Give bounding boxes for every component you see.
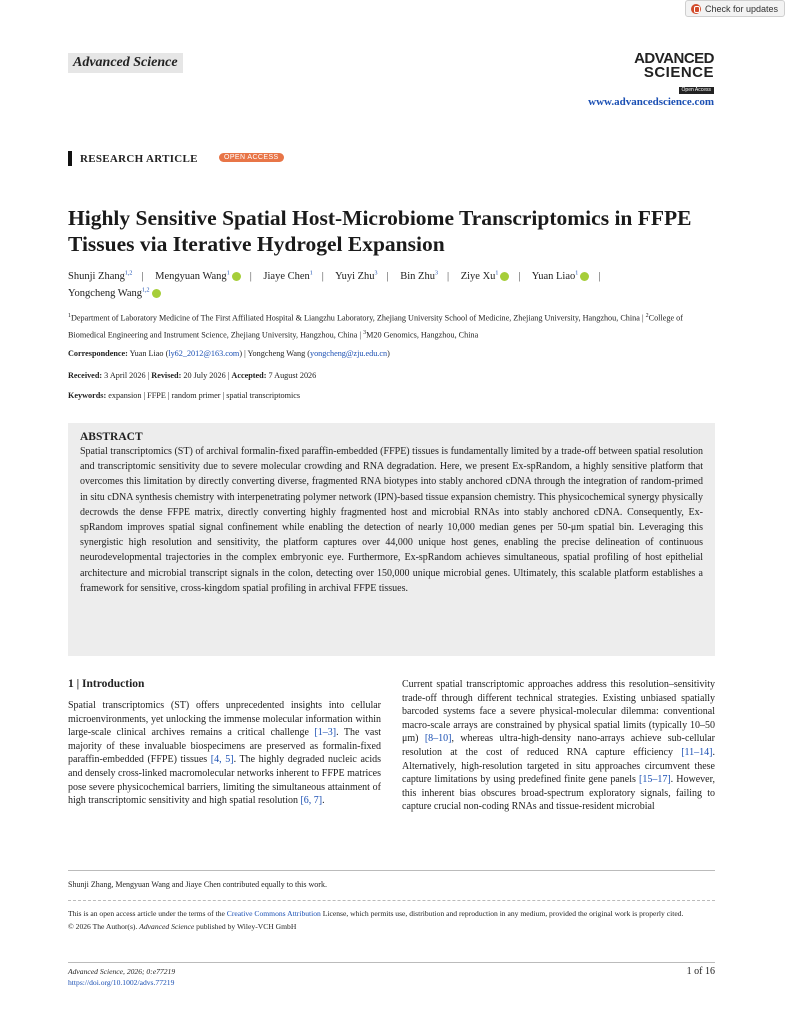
crossmark-icon: [691, 4, 701, 14]
author[interactable]: Yuyi Zhu$^3$: [335, 270, 378, 282]
abstract-text: Spatial transcriptomics (ST) of archival formalin-fixed paraffin-embedded (FFPE) tissues is fundamentally limited by a trade-off between spatial resolution and transcriptomic sensitivity due to severe molecular crowding and RNA degradation. Here, we present Ex-spRandom, a highly sensitive platform that overcomes this limitation by directly converting diverse, fragmented RNA biotypes into stably anchored cDNA through the integration of random-primed in situ cDNA synthesis chemistry with interpenetrating polymer network (IPN)-based tissue expansion chemistry. This physicochemical synergy physically decrowds the dense FFPE matrix, directly converting highly fragmented host and microbial RNAs into stably anchored cDNA. Consequently, Ex-spRandom improves spatial signal confinement while enabling the detection of nearly 10,000 median genes per 50-μm spatial bin. Leveraging this synergistic high resolution and sensitivity, the platform captures over 44,000 unique host genes, enabling the precise delineation of continuous neurodevelopmental trajectories in the complex embryonic eye. Furthermore, Ex-spRandom achieves simultaneous, spatial profiling of host epithelial architecture and microbial transcript signals in the colon, detecting over 150,000 unique microbial genes. Ultimately, this scalable platform establishes a framework for sensitive, cross-kingdom spatial profiling in archival FFPE tissues.: [80, 446, 703, 594]
footer-divider: [68, 962, 715, 963]
author[interactable]: Shunji Zhang$^{1,2}$: [68, 270, 133, 282]
open-access-badge: OPEN ACCESS: [219, 153, 284, 162]
orcid-icon[interactable]: [580, 272, 589, 281]
author[interactable]: Jiaye Chen$^1$: [263, 270, 313, 282]
logo-badge: Open Access: [679, 87, 714, 94]
journal-url-link[interactable]: www.advancedscience.com: [588, 96, 714, 108]
check-for-updates-button[interactable]: [685, 0, 785, 17]
orcid-icon[interactable]: [152, 289, 161, 298]
section-marker: [68, 151, 72, 166]
intro-right-column: [402, 678, 715, 814]
abstract-heading: ABSTRACT: [80, 431, 143, 443]
email-link[interactable]: yongcheng@zju.edu.cn: [309, 349, 388, 358]
citation-link[interactable]: [6, 7]: [300, 795, 323, 807]
check-for-updates-label: Check for updates: [705, 3, 779, 14]
citation-link[interactable]: [4, 5]: [210, 754, 234, 766]
author-list: Shunji Zhang$^{1,2}$ | Mengyuan Wang$^1$ | Jiaye Chen$^1$ | Yuyi Zhu$^3$ | Bin Zhu$^3$ | Ziye Xu$^1$ | Yuan Liao$^1$ | Yongcheng Wang$^{1,2}$: [68, 270, 601, 299]
author[interactable]: Yongcheng Wang$^{1,2}$: [68, 288, 161, 299]
keywords: Keywords: expansion | FFPE | random primer | spatial transcriptomics: [68, 391, 301, 400]
citation-link[interactable]: [1–3]: [314, 727, 337, 739]
equal-contribution-note: Shunji Zhang, Mengyuan Wang and Jiaye Chen contributed equally to this work.: [68, 880, 327, 889]
orcid-icon[interactable]: [500, 272, 509, 281]
author[interactable]: Ziye Xu$^1$: [461, 271, 510, 282]
citation-link[interactable]: [8–10]: [424, 733, 452, 745]
email-link[interactable]: ly62_2012@163.com: [168, 349, 240, 358]
doi-link[interactable]: https://doi.org/10.1002/advs.77219: [68, 978, 175, 987]
abstract-box: [68, 423, 715, 656]
author[interactable]: Bin Zhu$^3$: [400, 270, 438, 282]
intro-left-column: [68, 678, 381, 808]
article-title: Highly Sensitive Spatial Host-Microbiome Transcriptomics in FFPE Tissues via Iterative Hydrogel Expansion: [68, 206, 692, 256]
author[interactable]: Yuan Liao$^1$: [532, 271, 589, 282]
journal-tag: Advanced Science: [68, 53, 183, 73]
affiliations: $^1$Department of Laboratory Medicine of The First Affiliated Hospital & Liangzhu Laboratory, Zhejiang University School of Medicine, Zhejiang University, Hangzhou, China | $^2$College of Biomedical Engineering and Instrument Science, Zhejiang University, Hangzhou, China | $^3$M20 Genomics, Hangzhou, China: [68, 313, 683, 340]
citation-link[interactable]: [11–14]: [681, 746, 713, 758]
intro-paragraph: Spatial transcriptomics (ST) offers unprecedented insights into cellular microenvironments, yet unlocking the immense molecular information within large-scale clinical archives remains a critical challenge [1–3]. The vast majority of these invaluable biospecimens are preserved as formalin-fixed paraffin-embedded (FFPE) tissues [4, 5]. The highly degraded nucleic acids and densely cross-linked macromolecular networks inherent to FFPE matrices pose severe physicochemical barriers, limiting the simultaneous attainment of high transcriptomic sensitivity and high spatial resolution [6, 7].: [68, 700, 382, 807]
license-note: This is an open access article under the terms of the Creative Commons Attribution License, which permits use, distribution and reproduction in any medium, provided the original work is properly cited. © 2026 The Author(s). Advanced Science published by Wiley-VCH GmbH: [68, 909, 684, 931]
journal-logo: [634, 52, 714, 94]
footer-citation: Advanced Science, 2026; 0:e77219 https://doi.org/10.1002/advs.77219: [68, 967, 176, 987]
orcid-icon[interactable]: [232, 272, 241, 281]
license-link[interactable]: Creative Commons Attribution: [226, 909, 321, 918]
license-divider: [68, 900, 715, 901]
logo-line2: SCIENCE: [643, 64, 714, 81]
author[interactable]: Mengyuan Wang$^1$: [155, 271, 241, 282]
logo-line1: ADVANCED: [634, 50, 714, 67]
article-dates: Received: 3 April 2026 | Revised: 20 July 2026 | Accepted: 7 August 2026: [68, 371, 317, 380]
article-type: RESEARCH ARTICLE: [80, 153, 198, 165]
citation-link[interactable]: [15–17]: [638, 774, 671, 786]
intro-paragraph: Current spatial transcriptomic approaches address this resolution–sensitivity trade-off through different technical strategies. Existing unbiased spatially barcoded systems face a severe physical-molecular dilemma: conventional macro-scale arrays are constrained by physical spatial limits (typically 10–50 μm) [8–10], whereas ultra-high-density nano-arrays achieve sub-cellular resolution at the cost of reduced RNA capture efficiency [11–14]. Alternatively, high-resolution targeted in situ approaches circumvent these capture limitations by using predefined finite gene panels [15–17]. However, this inherent bias obscures broad-spectrum exploratory signals, failing to capture crucial non-coding RNAs and tissue-resident microbial: [402, 679, 716, 813]
correspondence: Correspondence: Yuan Liao (ly62_2012@163.com) | Yongcheng Wang (yongcheng@zju.edu.cn): [68, 349, 390, 358]
page-number: 1 of 16: [686, 966, 715, 977]
section-heading: 1 | Introduction: [68, 678, 145, 690]
footnote-divider: [68, 870, 715, 871]
